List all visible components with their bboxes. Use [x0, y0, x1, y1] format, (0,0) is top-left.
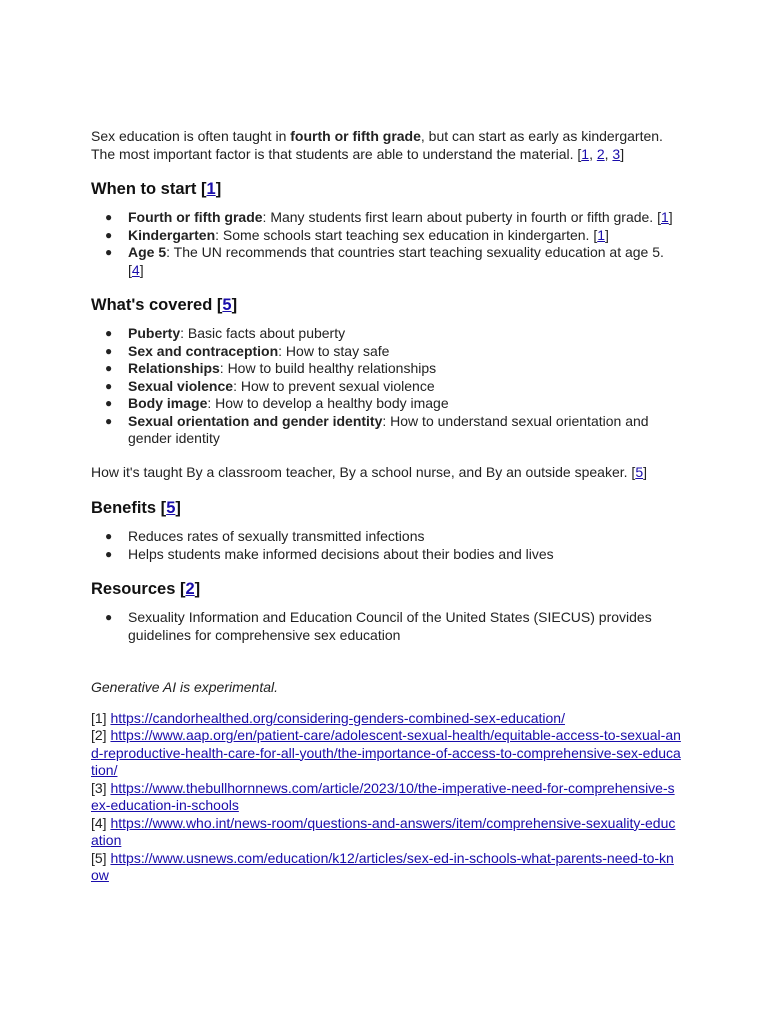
when-list — [91, 209, 681, 279]
covered-list — [91, 325, 681, 448]
heading-benefits: Benefits [5] — [91, 499, 181, 517]
list-item: ● Kindergarten: Some schools start teaching sex education in kindergarten. [1] — [105, 226, 609, 243]
document-page — [91, 128, 681, 885]
reference-item: [2] https://www.aap.org/en/patient-care/adolescent-sexual-health/equitable-access-to-sexual-and-reproductive-health-care-for-all-youth/the-importance-of-access-to-comprehensive-sex-education/ — [91, 727, 681, 778]
heading-when-to-start: When to start [1] — [91, 180, 222, 198]
heading-resources: Resources [2] — [91, 580, 201, 598]
citation-link-1[interactable]: 1 — [581, 145, 590, 162]
references-list — [91, 710, 681, 885]
bullet-icon: ● — [105, 529, 113, 543]
list-item: ● Sexual orientation and gender identity: How to understand sexual orientation and gender identity — [105, 412, 649, 446]
bullet-icon: ● — [105, 610, 113, 624]
intro-text: Sex education is often taught in — [91, 128, 291, 144]
heading-whats-covered: What's covered [5] — [91, 296, 238, 314]
reference-item: [4] https://www.who.int/news-room/questions-and-answers/item/comprehensive-sexuality-education — [91, 814, 676, 848]
intro-emphasis: fourth or fifth grade — [290, 128, 421, 144]
citation-link[interactable]: 5 — [222, 296, 232, 314]
citation-link-3[interactable]: 3 — [612, 145, 621, 162]
reference-link[interactable]: https://www.usnews.com/education/k12/articles/sex-ed-in-schools-what-parents-need-to-know — [91, 849, 674, 883]
bullet-icon: ● — [105, 546, 113, 561]
citation-link[interactable]: 2 — [185, 580, 195, 598]
benefits-list — [91, 528, 681, 563]
reference-item: [5] https://www.usnews.com/education/k12/articles/sex-ed-in-schools-what-parents-need-to-know — [91, 849, 674, 883]
list-item: ● Helps students make informed decisions about their bodies and lives — [105, 545, 554, 562]
bullet-icon: ● — [105, 378, 113, 393]
citation-link-2[interactable]: 2 — [596, 145, 605, 162]
bullet-icon: ● — [105, 326, 113, 340]
list-item: ● Sexuality Information and Education Council of the United States (SIECUS) provides guidelines for comprehensive sex education — [105, 609, 652, 643]
citation-link[interactable]: 1 — [597, 226, 606, 243]
bullet-icon: ● — [105, 343, 113, 358]
list-item: ● Age 5: The UN recommends that countries start teaching sexuality education at age 5. [4] — [105, 244, 664, 278]
intro-paragraph: Sex education is often taught in fourth or fifth grade, but can start as early as kindergarten. The most important factor is that students are able to understand the material. [1, 2, 3] — [91, 128, 663, 162]
list-item: ● Relationships: How to build healthy relationships — [105, 360, 437, 376]
intro-text-2: , but can start as early as kindergarten. The most important factor is that students are able to understand the material. [ — [91, 128, 663, 162]
list-item: ● Reduces rates of sexually transmitted infections — [105, 528, 425, 544]
citation-link[interactable]: 1 — [660, 209, 669, 225]
list-item: ● Body image: How to develop a healthy body image — [105, 395, 449, 411]
reference-link[interactable]: https://candorhealthed.org/considering-genders-combined-sex-education/ — [110, 709, 565, 726]
list-item: ● Fourth or fifth grade: Many students first learn about puberty in fourth or fifth grade. [1] — [105, 209, 673, 225]
bullet-icon: ● — [105, 210, 113, 224]
resources-list — [91, 609, 681, 644]
reference-link[interactable]: https://www.who.int/news-room/questions-and-answers/item/comprehensive-sexuality-education — [91, 814, 676, 848]
reference-item: [3] https://www.thebullhornnews.com/article/2023/10/the-imperative-need-for-comprehensive-sex-education-in-schools — [91, 779, 675, 813]
list-item: ● Puberty: Basic facts about puberty — [105, 325, 346, 341]
citation-link[interactable]: 4 — [131, 261, 140, 278]
ai-disclaimer: Generative AI is experimental. — [91, 679, 279, 695]
reference-link[interactable]: https://www.aap.org/en/patient-care/adolescent-sexual-health/equitable-access-to-sexual-and-reproductive-health-care-for-all-youth/the-importance-of-access-to-comprehensive-sex-education/ — [91, 727, 681, 778]
list-item: ● Sexual violence: How to prevent sexual violence — [105, 377, 435, 394]
bullet-icon: ● — [105, 227, 113, 242]
bullet-icon: ● — [105, 361, 113, 375]
citation-link[interactable]: 5 — [166, 499, 176, 517]
bullet-icon: ● — [105, 245, 113, 259]
reference-item: [1] https://candorhealthed.org/considering-genders-combined-sex-education/ — [91, 709, 565, 726]
list-item: ● Sex and contraception: How to stay safe — [105, 342, 390, 359]
citation-link[interactable]: 5 — [635, 463, 644, 480]
how-taught-paragraph: How it's taught By a classroom teacher, By a school nurse, and By an outside speaker. [5] — [91, 463, 647, 480]
bullet-icon: ● — [105, 396, 113, 410]
bullet-icon: ● — [105, 413, 113, 428]
citation-link[interactable]: 1 — [206, 180, 216, 198]
reference-link[interactable]: https://www.thebullhornnews.com/article/2023/10/the-imperative-need-for-comprehensive-sex-education-in-schools — [91, 779, 675, 813]
